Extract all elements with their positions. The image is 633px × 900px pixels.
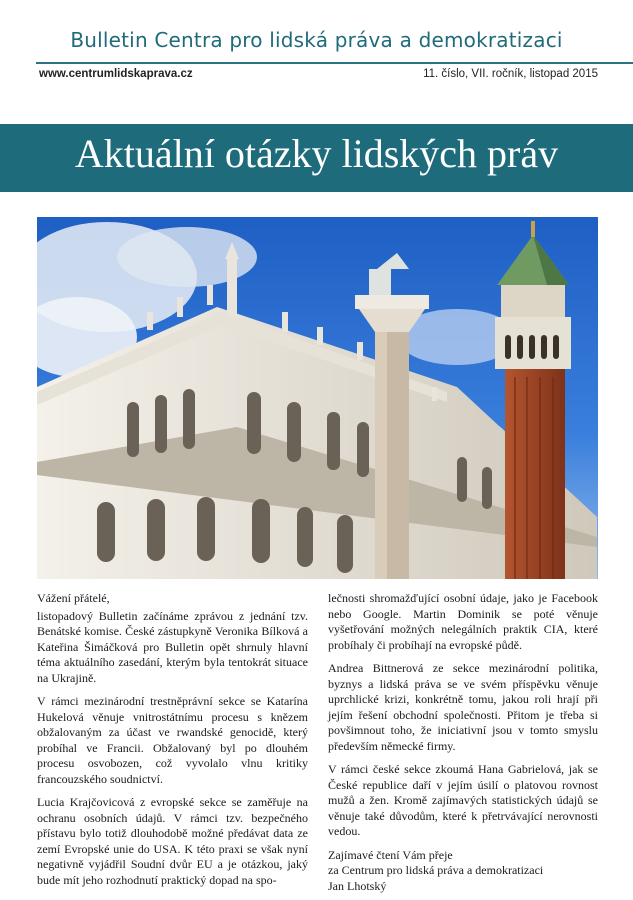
masthead-title: Bulletin Centra pro lidská práva a demokratizaci	[70, 28, 563, 52]
paragraph: V rámci mezinárodní trestněprávní sekce se Katarína Hukelová věnuje vnitrostátnímu procesu s knězem obžalovaným za účast ve rwandské genocidě, který probíhal ve Francii. Obžalovaný byl po dlouhém procesu osvobozen, což vyvolalo vlnu kritiky francouzského soudnictví.	[37, 694, 308, 786]
header-rule	[36, 62, 633, 64]
page-title: Aktuální otázky lidských práv	[74, 131, 559, 176]
website-url: www.centrumlidskaprava.cz	[39, 68, 193, 80]
paragraph: V rámci české sekce zkoumá Hana Gabrielová, jak se České republice daří v jejím úsilí o platovou rovnost mužů a žen. Kromě zajímavých statistických údajů se věnuje také důvodům, které k přetrvávající nerovnosti vedou.	[328, 762, 598, 838]
cover-photo-venice	[37, 217, 598, 579]
paragraph: Andrea Bittnerová ze sekce mezinárodní politika, byznys a lidská práva se ve svém příspěvku věnuje uprchlické krizi, konkrétně tomu, jakou roli hrají při jejím řešení obchodní společnosti. Přitom je třeba si povšimnout toho, že iniciativní jsou v tomto smyslu především německé firmy.	[328, 661, 598, 753]
salutation: Vážení přátelé,	[37, 591, 110, 605]
paragraph: listopadový Bulletin začínáme zprávou z jednání tzv. Benátské komise. České zástupkyně Veronika Bílková a Kateřina Šimáčková pro Bulletin opět shrnuly hlavní téma aktuálního zasedání, kterým byla tentokrát situace na Ukrajině.	[37, 608, 308, 685]
author-name: Jan Lhotský	[328, 878, 387, 893]
closing-organization: za Centrum pro lidská práva a demokratizaci	[328, 863, 544, 877]
paragraph: Lucia Krajčovicová z evropské sekce se zaměřuje na ochranu osobních údajů. V rámci tzv. bezpečného přístavu bylo totiž dlouhodobě možné předávat data ze zemí Evropské unie do USA. K této praxi se však nyní negativně vyjádřil Soudní dvůr EU a je otázkou, jaký bude mít jeho rozhodnutí praktický dopad na spo-	[37, 795, 308, 887]
issue-info: 11. číslo, VII. ročník, listopad 2015	[423, 68, 598, 80]
paragraph: lečnosti shromažďující osobní údaje, jako je Facebook nebo Google. Martin Dominik se poté věnuje vyšetřování možných nelegálních praktik CIA, které probíhaly či probíhají na evropské půdě.	[328, 591, 598, 652]
signature-block	[328, 848, 598, 895]
article-column-1	[37, 591, 308, 896]
closing-line: Zajímavé čtení Vám přeje	[328, 847, 453, 862]
article-column-2	[328, 591, 598, 894]
